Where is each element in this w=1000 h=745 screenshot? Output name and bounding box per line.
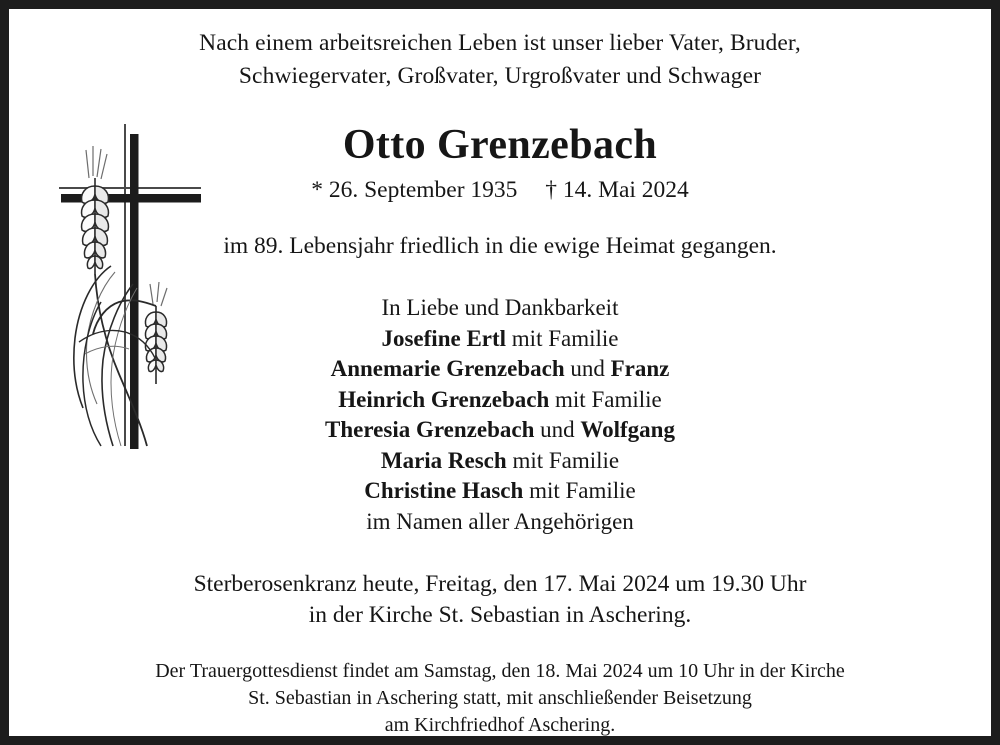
family-heading: In Liebe und Dankbarkeit [381,295,619,320]
family-suffix: mit Familie [549,386,662,412]
family-name: Christine Hasch [364,478,524,503]
funeral-line-3: am Kirchfriedhof Aschering. [384,714,616,736]
notice-inner-frame [9,9,991,736]
life-dates [11,175,989,205]
funeral-line-1: Der Trauergottesdienst findet am Samstag, den 18. Mai 2024 um 10 Uhr in der Kirche [155,660,845,682]
family-suffix: mit Familie [506,447,620,473]
family-entry [11,385,989,416]
intro-line-2: Schwiegervater, Großvater, Urgroßvater und Schwager [238,63,762,89]
birth-date: 26. September 1935 [328,177,518,203]
death-symbol: † [545,177,557,203]
rosary-line-2: in der Kirche St. Sebastian in Aschering. [308,602,692,628]
family-name-secondary: Franz [610,356,670,381]
family-suffix: mit Familie [506,325,619,351]
family-list [11,293,989,537]
family-name: Maria Resch [380,447,507,473]
intro-text [11,27,989,93]
family-connector: und [564,356,611,381]
funeral-line-2: St. Sebastian in Aschering statt, mit anschließender Beisetzung [248,687,752,709]
birth-symbol: * [311,177,323,203]
family-connector: und [534,417,581,442]
family-entry [11,415,989,446]
rosary-line-1: Sterberosenkranz heute, Freitag, den 17. Mai 2024 um 19.30 Uhr [193,571,807,597]
life-statement: im 89. Lebensjahr friedlich in die ewige Heimat gegangen. [223,233,777,259]
deceased-name: Otto Grenzebach [342,122,658,168]
notice-text-column [11,11,989,739]
family-name: Josefine Ertl [381,325,507,351]
family-name: Theresia Grenzebach [325,417,535,442]
family-name-secondary: Wolfgang [580,417,675,442]
funeral-details [11,658,989,739]
family-entry [11,476,989,507]
family-name: Heinrich Grenzebach [338,386,550,412]
family-name: Annemarie Grenzebach [330,356,565,381]
family-entry [11,324,989,355]
death-date: 14. Mai 2024 [562,177,689,203]
family-entry [11,446,989,477]
family-suffix: mit Familie [523,478,636,503]
rosary-details [11,569,989,631]
family-closing: im Namen aller Angehörigen [366,508,634,534]
family-entry [11,354,989,385]
intro-line-1: Nach einem arbeitsreichen Leben ist unser lieber Vater, Bruder, [199,30,801,56]
